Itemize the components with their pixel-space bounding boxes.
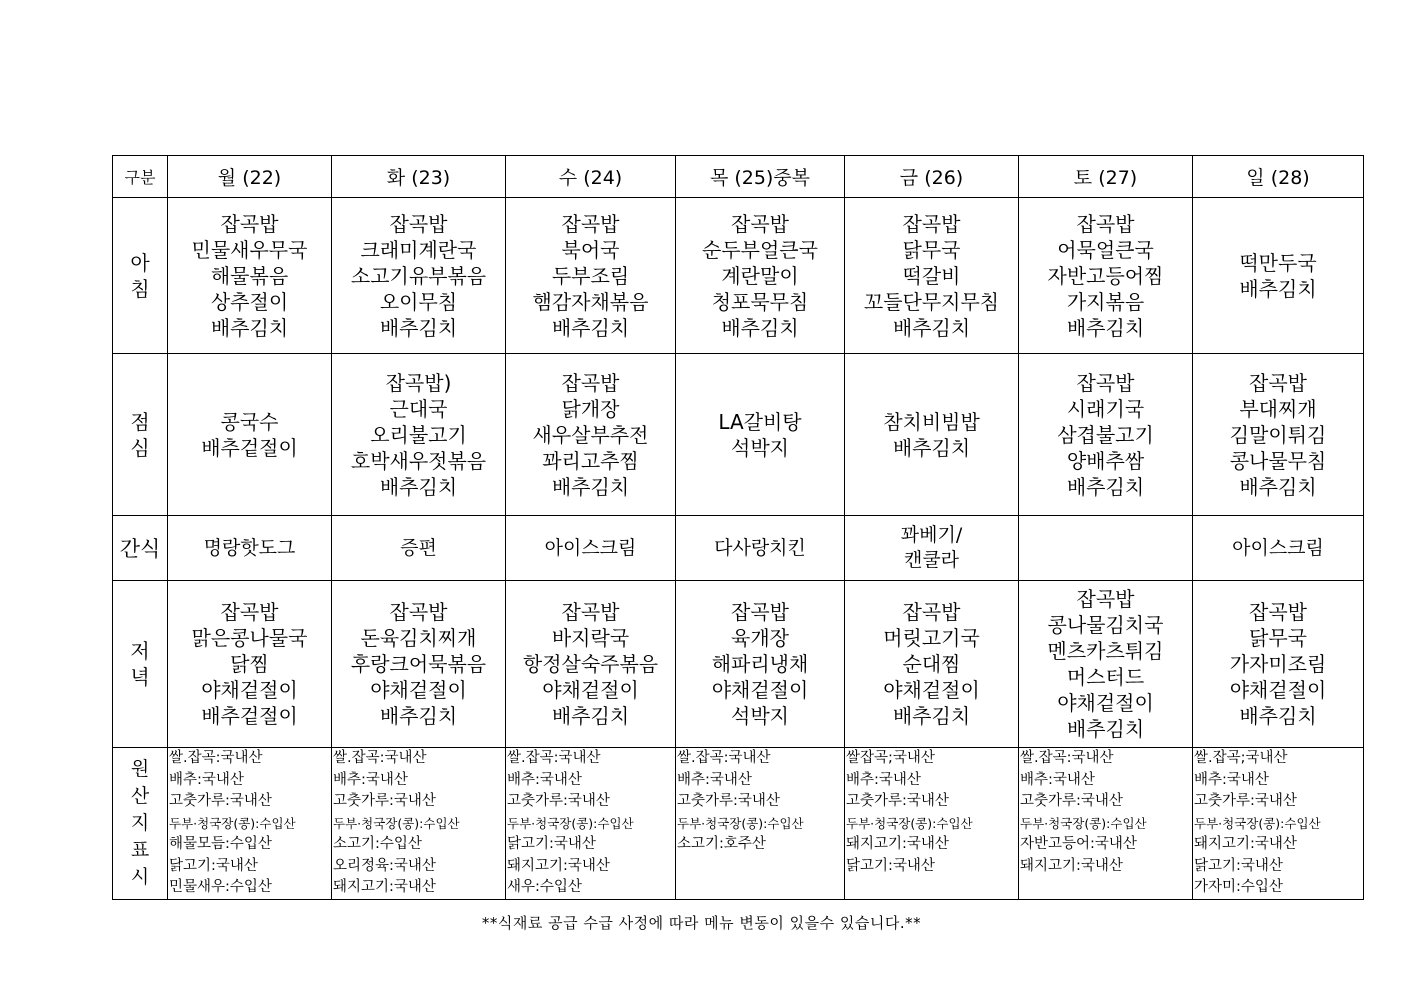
- menu-item: 배추겉절이: [201, 704, 298, 728]
- origin-item: 자반고등어:국내산: [1020, 836, 1137, 852]
- origin-item: 닭고기:국내산: [1194, 857, 1283, 874]
- footer-note: **식재료 공급 수급 사정에 따라 메뉴 변동이 있을수 있습니다.**: [481, 914, 922, 932]
- menu-item: 돈육김치찌개: [360, 626, 477, 650]
- menu-cell: [332, 198, 506, 354]
- origin-item: 쌀.잡곡;국내산: [1194, 750, 1288, 766]
- menu-cell: [1019, 354, 1193, 516]
- category-header: 구분: [113, 156, 168, 198]
- breakfast-label: [113, 198, 168, 354]
- menu-item: 근대국: [389, 396, 448, 421]
- origin-item: 쌀.잡곡:국내산: [169, 750, 263, 766]
- origin-item: 쌀.잡곡:국내산: [677, 750, 771, 766]
- menu-cell: [676, 354, 845, 516]
- menu-item: 닭찜: [230, 652, 269, 676]
- breakfast-row: [113, 198, 1364, 354]
- day-header: 월 (22): [168, 156, 332, 198]
- origin-item: 배추:국내산: [1020, 771, 1095, 788]
- menu-cell: [168, 581, 332, 748]
- row-label-char: 표: [130, 839, 150, 861]
- origin-item: 닭고기:국내산: [846, 857, 935, 874]
- origin-item: 닭고기:국내산: [507, 836, 596, 852]
- origin-item: 두부·청국장(콩):수입산: [846, 815, 973, 831]
- menu-item: 아이스크림: [1232, 536, 1324, 559]
- menu-item: 배추김치: [379, 704, 458, 728]
- menu-item: 새우살부추전: [532, 422, 649, 447]
- menu-item: 야채겉절이: [1229, 678, 1327, 702]
- menu-item: 아이스크림: [544, 536, 637, 559]
- menu-item: 잡곡밥: [1249, 600, 1307, 624]
- menu-cell: [845, 581, 1019, 748]
- menu-cell: [1193, 581, 1364, 748]
- origin-item: 고춧가루:국내산: [169, 793, 272, 809]
- menu-item: 콩국수: [220, 409, 279, 434]
- menu-item: 잡곡밥: [1249, 370, 1307, 395]
- menu-item: 잡곡밥: [902, 211, 961, 236]
- origin-item: 돼지고기:국내산: [333, 879, 436, 895]
- origin-item: 닭고기:국내산: [169, 857, 258, 874]
- origin-item: 돼지고기:국내산: [1020, 857, 1123, 874]
- menu-item: 잡곡밥): [385, 370, 452, 395]
- origin-item: 배추:국내산: [169, 771, 244, 788]
- row-label-char: 점: [130, 409, 150, 434]
- menu-cell: [676, 198, 845, 354]
- origin-item: 쌀잡곡;국내산: [846, 750, 935, 766]
- menu-item: 배추김치: [1066, 315, 1145, 340]
- menu-item: 야채겉절이: [883, 678, 980, 702]
- menu-item: 해물볶음: [210, 263, 289, 288]
- origin-item: 배추:국내산: [677, 771, 752, 788]
- menu-item: 청포묵무침: [711, 289, 809, 314]
- menu-item: 항정살숙주볶음: [522, 652, 659, 676]
- menu-item: 잡곡밥: [1076, 370, 1135, 395]
- menu-item: 잡곡밥: [220, 600, 279, 624]
- menu-item: 머릿고기국: [883, 626, 980, 650]
- menu-item: 김말이튀김: [1229, 422, 1327, 447]
- menu-cell: [676, 581, 845, 748]
- menu-item: 가자미조림: [1229, 652, 1327, 676]
- snack-label: 간식: [113, 516, 168, 581]
- menu-item: 콩나물무침: [1229, 448, 1327, 473]
- origin-cell: [1193, 748, 1364, 900]
- origin-item: 고춧가루:국내산: [846, 793, 949, 809]
- menu-item: 배추김치: [892, 315, 971, 340]
- origin-item: 배추:국내산: [507, 771, 582, 788]
- day-header: 목 (25)중복: [676, 156, 845, 198]
- menu-item: 떡갈비: [902, 263, 961, 288]
- menu-item: 배추김치: [1239, 704, 1317, 728]
- menu-item: 야채겉절이: [542, 678, 639, 702]
- origin-item: 민물새우:수입산: [169, 879, 272, 895]
- origin-item: 두부·청국장(콩):수입산: [507, 815, 634, 831]
- menu-item: 배추김치: [1239, 276, 1317, 301]
- origin-item: 두부·청국장(콩):수입산: [1020, 815, 1147, 831]
- menu-item: 잡곡밥: [561, 370, 620, 395]
- origin-item: 두부·청국장(콩):수입산: [169, 815, 296, 831]
- day-header: 일 (28): [1193, 156, 1364, 198]
- menu-item: 배추김치: [210, 315, 289, 340]
- menu-item: 가지볶음: [1066, 289, 1145, 314]
- menu-item: 캔쿨라: [903, 549, 960, 571]
- menu-item: 꼬들단무지무침: [863, 289, 1000, 314]
- origin-item: 소고기:수입산: [333, 836, 422, 852]
- day-header: 토 (27): [1019, 156, 1193, 198]
- menu-item: 부대찌개: [1239, 396, 1317, 421]
- menu-item: 해파리냉채: [711, 652, 809, 676]
- origin-cell: [676, 748, 845, 900]
- weekly-menu-table: [112, 155, 1364, 900]
- snack-cell: [676, 516, 845, 581]
- menu-item: 잡곡밥: [220, 211, 279, 236]
- origin-cell: [845, 748, 1019, 900]
- origin-item: 고춧가루:국내산: [677, 793, 780, 809]
- origin-cell: [1019, 748, 1193, 900]
- menu-item: 배추김치: [551, 315, 630, 340]
- menu-cell: [168, 198, 332, 354]
- origin-item: 두부·청국장(콩):수입산: [333, 815, 460, 831]
- origin-cell: [332, 748, 506, 900]
- dinner-row: [113, 581, 1364, 748]
- menu-item: 육개장: [731, 626, 789, 650]
- menu-item: 꽈베기/: [900, 524, 963, 546]
- menu-item: 북어국: [561, 237, 620, 262]
- menu-item: 두부조림: [551, 263, 630, 288]
- menu-item: 잡곡밥: [389, 600, 448, 624]
- menu-item: 오리불고기: [370, 422, 467, 447]
- menu-item: 배추김치: [551, 704, 630, 728]
- menu-item: 시래기국: [1066, 396, 1145, 421]
- menu-cell: [1193, 354, 1364, 516]
- origin-item: 쌀.잡곡:국내산: [1020, 750, 1114, 766]
- day-header: 화 (23): [332, 156, 506, 198]
- row-label-char: 녁: [130, 665, 150, 689]
- snack-cell: [506, 516, 676, 581]
- menu-item: 잡곡밥: [561, 211, 620, 236]
- snack-cell: [1193, 516, 1364, 581]
- menu-item: 잡곡밥: [561, 600, 620, 624]
- menu-item: 배추김치: [892, 704, 971, 728]
- menu-cell: [506, 198, 676, 354]
- menu-cell: [332, 354, 506, 516]
- menu-item: 배추김치: [892, 435, 971, 460]
- row-label-char: 지: [130, 812, 150, 834]
- row-label-char: 아: [130, 250, 150, 275]
- menu-item: 자반고등어찜: [1047, 263, 1164, 288]
- menu-item: 잡곡밥: [902, 600, 961, 624]
- menu-item: 배추김치: [379, 474, 458, 499]
- menu-item: 호박새우젓볶음: [350, 448, 487, 473]
- menu-item: 참치비빔밥: [883, 409, 980, 434]
- menu-item: 머스터드: [1066, 665, 1145, 689]
- menu-item: 잡곡밥: [731, 211, 789, 236]
- menu-item: 배추김치: [379, 315, 458, 340]
- origin-item: 고춧가루:국내산: [1194, 793, 1297, 809]
- menu-item: 후랑크어묵볶음: [350, 652, 487, 676]
- menu-item: 닭무국: [902, 237, 961, 262]
- menu-item: 배추김치: [551, 474, 630, 499]
- menu-item: 순대찜: [902, 652, 961, 676]
- menu-cell: [845, 354, 1019, 516]
- menu-item: 배추김치: [721, 315, 799, 340]
- origin-item: 고춧가루:국내산: [333, 793, 436, 809]
- menu-cell: [332, 581, 506, 748]
- origin-cell: [168, 748, 332, 900]
- menu-item: LA갈비탕: [718, 409, 802, 434]
- menu-item: 배추겉절이: [201, 435, 298, 460]
- header-row: [113, 156, 1364, 198]
- origin-item: 배추:국내산: [1194, 771, 1269, 788]
- menu-item: 닭개장: [561, 396, 620, 421]
- menu-item: 다사랑치킨: [714, 536, 806, 559]
- menu-item: 배추김치: [1066, 474, 1145, 499]
- snack-cell: [332, 516, 506, 581]
- row-label-char: 원: [130, 758, 150, 780]
- snack-cell: [1019, 516, 1193, 581]
- row-label-char: 시: [130, 866, 150, 888]
- origin-item: 오리정육:국내산: [333, 857, 436, 874]
- menu-item: 햄감자채볶음: [532, 289, 649, 314]
- menu-cell: [845, 198, 1019, 354]
- origin-item: 배추:국내산: [846, 771, 921, 788]
- menu-item: 순두부얼큰국: [702, 237, 818, 262]
- menu-item: 바지락국: [551, 626, 630, 650]
- menu-item: 명랑핫도그: [203, 536, 296, 559]
- menu-item: 배추김치: [1239, 474, 1317, 499]
- origin-row: [113, 748, 1364, 900]
- lunch-label: [113, 354, 168, 516]
- menu-item: 야채겉절이: [201, 678, 298, 702]
- menu-item: 꽈리고추찜: [542, 448, 639, 473]
- origin-item: 해물모듬:수입산: [169, 836, 272, 852]
- origin-item: 새우:수입산: [507, 879, 582, 895]
- menu-item: 야채겉절이: [1057, 691, 1154, 715]
- menu-item: 멘츠카츠튀김: [1047, 639, 1164, 663]
- day-header: 금 (26): [845, 156, 1019, 198]
- origin-item: 고춧가루:국내산: [507, 793, 610, 809]
- snack-cell: [168, 516, 332, 581]
- lunch-row: [113, 354, 1364, 516]
- menu-item: 계란말이: [721, 263, 799, 288]
- menu-item: 민물새우무국: [191, 237, 308, 262]
- menu-item: 크래미계란국: [360, 237, 477, 262]
- menu-item: 잡곡밥: [389, 211, 448, 236]
- menu-cell: [506, 354, 676, 516]
- menu-item: 야채겉절이: [370, 678, 467, 702]
- origin-item: 배추:국내산: [333, 771, 408, 788]
- origin-cell: [506, 748, 676, 900]
- menu-item: 떡만두국: [1239, 250, 1317, 275]
- menu-item: 상추절이: [210, 289, 289, 314]
- origin-item: 돼지고기:국내산: [1194, 836, 1297, 852]
- menu-item: 잡곡밥: [731, 600, 789, 624]
- row-label-char: 산: [130, 785, 150, 807]
- origin-item: 가자미:수입산: [1194, 879, 1283, 895]
- menu-item: 배추김치: [1066, 717, 1145, 741]
- origin-item: 돼지고기:국내산: [507, 857, 610, 874]
- row-label-char: 침: [130, 276, 150, 301]
- menu-cell: [1019, 198, 1193, 354]
- origin-item: 쌀.잡곡:국내산: [507, 750, 601, 766]
- origin-item: 고춧가루:국내산: [1020, 793, 1123, 809]
- origin-item: 두부·청국장(콩):수입산: [1194, 815, 1321, 831]
- origin-item: 두부·청국장(콩):수입산: [677, 815, 804, 831]
- origin-item: 쌀.잡곡:국내산: [333, 750, 427, 766]
- menu-item: 잡곡밥: [1076, 211, 1135, 236]
- row-label-char: 심: [130, 435, 150, 460]
- menu-item: 잡곡밥: [1076, 587, 1135, 611]
- menu-item: 삼겹불고기: [1057, 422, 1154, 447]
- menu-item: 콩나물김치국: [1047, 613, 1164, 637]
- snack-row: [113, 516, 1364, 581]
- menu-item: 어묵얼큰국: [1057, 237, 1154, 262]
- origin-label: [113, 748, 168, 900]
- menu-cell: [506, 581, 676, 748]
- origin-item: 돼지고기:국내산: [846, 836, 949, 852]
- day-header: 수 (24): [506, 156, 676, 198]
- menu-item: 양배추쌈: [1066, 448, 1145, 473]
- menu-item: 소고기유부볶음: [350, 263, 487, 288]
- menu-item: 석박지: [731, 704, 789, 728]
- snack-cell: [845, 516, 1019, 581]
- menu-cell: [168, 354, 332, 516]
- row-label-char: 저: [130, 639, 150, 663]
- menu-item: 오이무침: [379, 289, 458, 314]
- menu-item: 맑은콩나물국: [191, 626, 308, 650]
- menu-item: 닭무국: [1249, 626, 1307, 650]
- menu-item: 석박지: [731, 435, 789, 460]
- menu-item: 증편: [400, 536, 437, 559]
- dinner-label: [113, 581, 168, 748]
- menu-item: 야채겉절이: [711, 678, 809, 702]
- menu-cell: [1193, 198, 1364, 354]
- menu-cell: [1019, 581, 1193, 748]
- origin-item: 소고기:호주산: [677, 836, 766, 852]
